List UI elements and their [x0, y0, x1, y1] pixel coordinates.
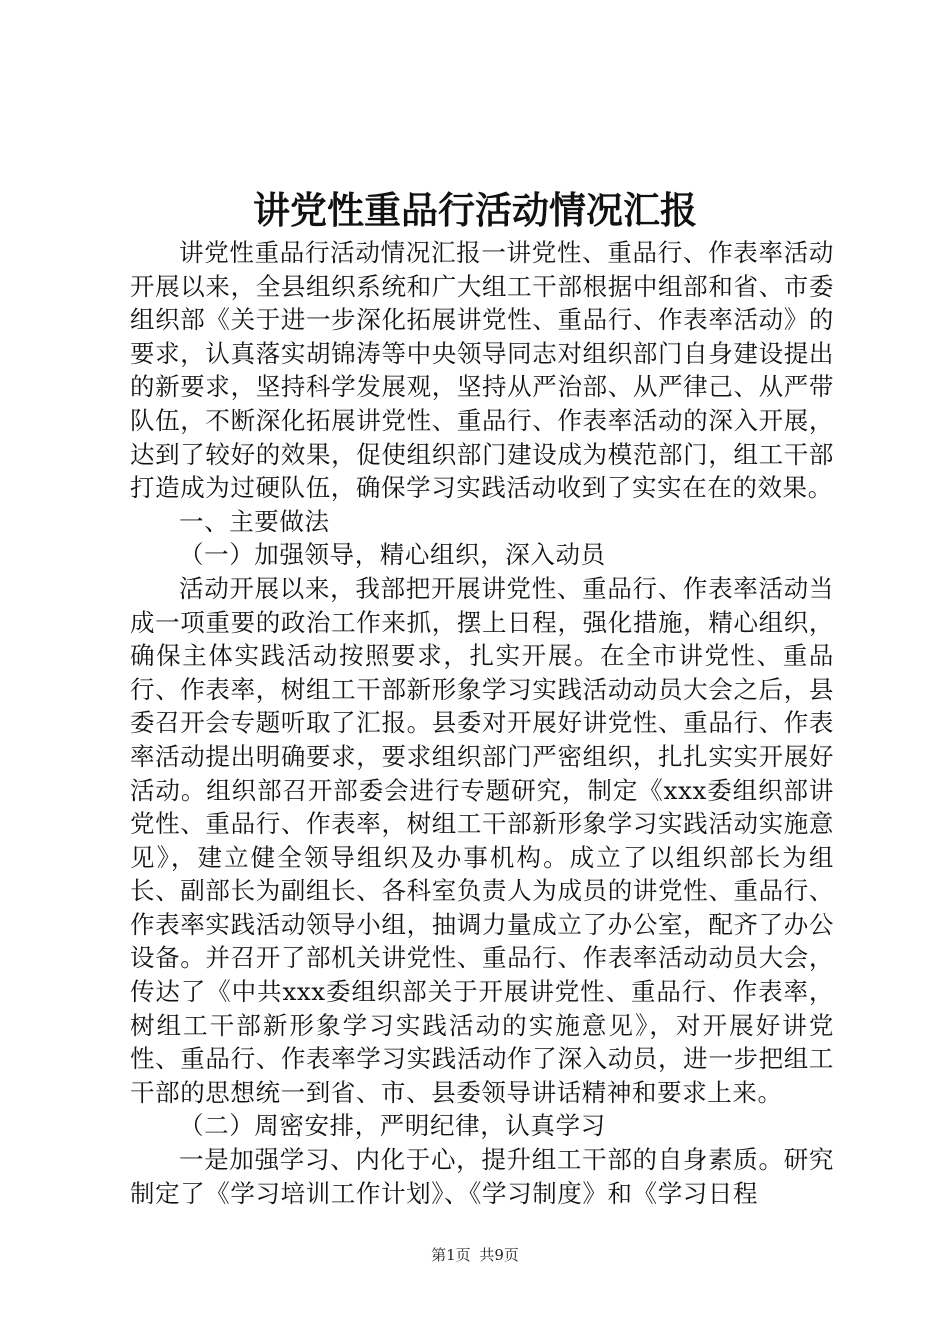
section-heading-main-methods: 一、主要做法 [179, 506, 330, 536]
page-number: 第1页 [431, 1246, 471, 1264]
document-title: 讲党性重品行活动情况汇报 [253, 188, 697, 232]
page-footer [0, 1245, 950, 1265]
document-body [130, 236, 834, 1210]
paragraph-study: 一是加强学习、内化于心，提升组工干部的自身素质。研究制定了《学习培训工作计划》、《学习制度》和《学习日程 [130, 1145, 834, 1208]
paragraph-intro: 讲党性重品行活动情况汇报一讲党性、重品行、作表率活动开展以来，全县组织系统和广大组工干部根据中组部和省、市委组织部《关于进一步深化拓展讲党性、重品行、作表率活动》的要求，认真落实胡锦涛等中央领导同志对组织部门自身建设提出的新要求，坚持科学发展观，坚持从严治部、从严律己、从严带队伍，不断深化拓展讲党性、重品行、作表率活动的深入开展，达到了较好的效果，促使组织部门建设成为模范部门，组工干部打造成为过硬队伍，确保学习实践活动收到了实实在在的效果。 [130, 238, 834, 503]
page-total: 共9页 [479, 1246, 519, 1264]
subsection-heading-1: （一）加强领导，精心组织，深入动员 [179, 540, 606, 570]
paragraph-leadership: 活动开展以来，我部把开展讲党性、重品行、作表率活动当成一项重要的政治工作来抓，摆上日程，强化措施，精心组织，确保主体实践活动按照要求，扎实开展。在全市讲党性、重品行、作表率，树组工干部新形象学习实践活动动员大会之后，县委召开会专题听取了汇报。县委对开展好讲党性、重品行、作表率活动提出明确要求，要求组织部门严密组织，扎扎实实开展好活动。组织部召开部委会进行专题研究，制定《xxx委组织部讲党性、重品行、作表率，树组工干部新形象学习实践活动实施意见》，建立健全领导组织及办事机构。成立了以组织部长为组长、副部长为副组长、各科室负责人为成员的讲党性、重品行、作表率实践活动领导小组，抽调力量成立了办公室，配齐了办公设备。并召开了部机关讲党性、重品行、作表率活动动员大会，传达了《中共xxx委组织部关于开展讲党性、重品行、作表率，树组工干部新形象学习实践活动的实施意见》，对开展好讲党性、重品行、作表率学习实践活动作了深入动员，进一步把组工干部的思想统一到省、市、县委领导讲话精神和要求上来。 [130, 573, 834, 1107]
subsection-heading-2: （二）周密安排，严明纪律，认真学习 [179, 1111, 606, 1141]
